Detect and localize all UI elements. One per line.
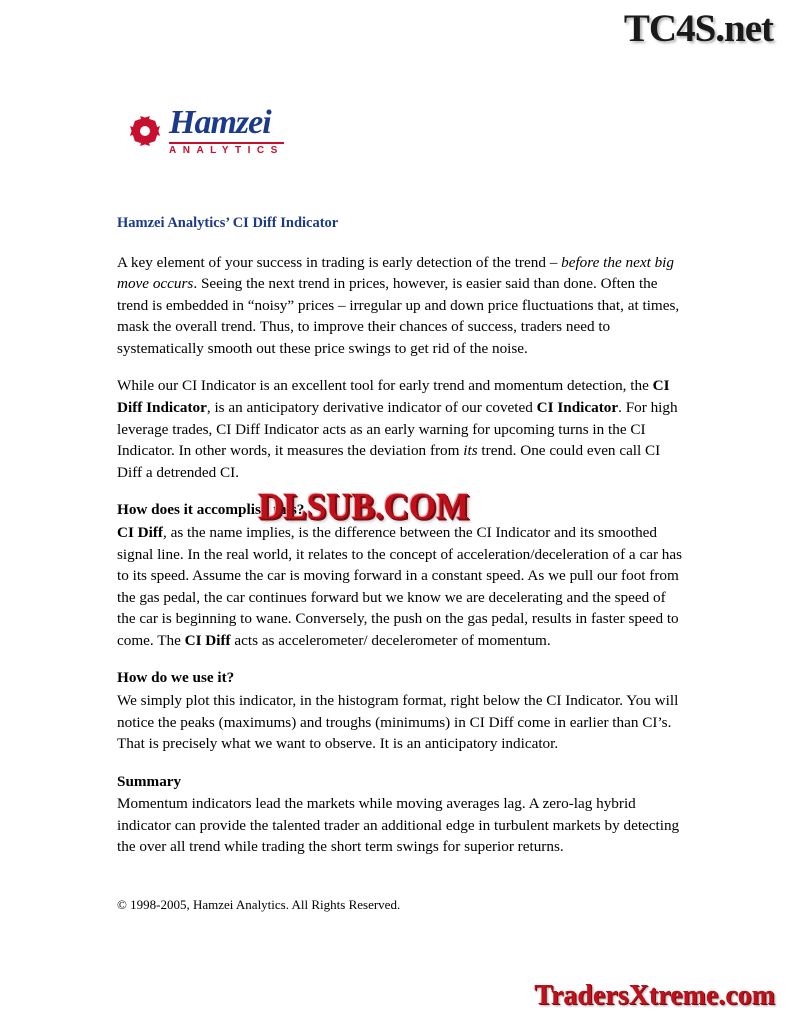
pinwheel-icon	[128, 114, 162, 148]
paragraph-intro	[117, 252, 683, 360]
hamzei-analytics-logo	[128, 106, 284, 156]
body-bold-ci-diff-tail: CI Diff	[184, 631, 231, 649]
watermark-tc4s: TC4S.net	[623, 7, 773, 50]
paragraph-ci-diff	[117, 375, 683, 483]
logo-subtitle: ANALYTICS	[169, 142, 284, 156]
p2-bold-ci-diff-indicator: CI Diff Indicator	[117, 377, 670, 417]
watermark-tradersxtreme: TradersXtreme.com	[534, 980, 775, 1011]
p2-italic-its: its	[463, 442, 478, 460]
p2-text-e: trend. One could even call CI Diff a detrended CI.	[117, 442, 661, 481]
p2-text-d: . For high leverage trades, CI Diff Indicator acts as an early warning for upcoming turns in the CI Indicator. In other words, it measures the deviation from	[117, 399, 678, 460]
intro-text-2: . Seeing the next trend in prices, however, is easier said than done. Often the trend is embedded in “noisy” prices – irregular up and down price fluctuations that, at times, mask the overall trend. Thus, to improve their chances of success, traders need to systematically smooth out these price swings to get rid of the noise.	[117, 275, 680, 357]
intro-italic: before the next big move occurs	[117, 253, 674, 293]
p2-text-a: While our CI Indicator is an excellent tool for early trend and momentum detection, the	[117, 377, 653, 395]
section-heading-summary: Summary	[117, 772, 182, 790]
body-bold-ci-diff: CI Diff	[117, 523, 163, 541]
section-heading-how-accomplish: How does it accomplish this?	[117, 501, 305, 519]
section-body-how-use: We simply plot this indicator, in the histogram format, right below the CI Indicator. You will notice the peaks (maximums) and troughs (minimums) in CI Diff come in earlier than CI’s. That is precisely what we want to observe. It is an anticipatory indicator.	[117, 691, 679, 753]
watermark-dlsub: DLSUB.COM	[258, 486, 469, 527]
section-heading-how-use: How do we use it?	[117, 669, 235, 687]
section-body-how-accomplish	[117, 522, 683, 651]
body-text-main: , as the name implies, is the difference between the CI Indicator and its smoothed signal line. In the real world, it relates to the concept of acceleration/deceleration of a car has to its speed. Assume the car is moving forward in a constant speed. As we pull our foot from the gas pedal, the car continues forward but we know we are decelerating and the speed of the car is beginning to wane. Conversely, the push on the gas pedal, results in faster speed to come. The	[117, 523, 683, 649]
section-body-summary: Momentum indicators lead the markets while moving averages lag. A zero-lag hybrid indicator can provide the talented trader an additional edge in turbulent markets by detecting the over all trend while trading the short term swings for superior returns.	[117, 795, 680, 856]
p2-bold-ci-indicator: CI Indicator	[536, 399, 619, 417]
copyright-notice: © 1998-2005, Hamzei Analytics. All Rights Reserved.	[117, 897, 401, 913]
logo-wordmark: Hamzei	[169, 104, 271, 141]
page-title: Hamzei Analytics’ CI Diff Indicator	[117, 215, 339, 231]
document-body	[117, 213, 683, 914]
intro-text-1: A key element of your success in trading is early detection of the trend –	[117, 253, 562, 271]
p2-text-c: , is an anticipatory derivative indicator of our coveted	[206, 399, 537, 417]
body-text-tail: acts as accelerometer/ decelerometer of momentum.	[230, 631, 551, 649]
